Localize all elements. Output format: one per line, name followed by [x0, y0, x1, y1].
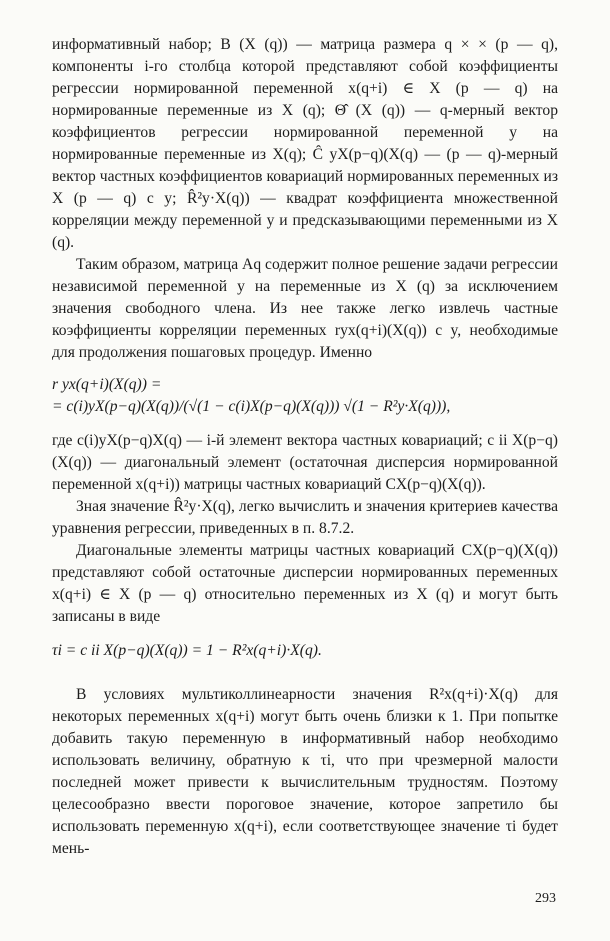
page-text	[52, 34, 558, 860]
paragraph-6: В условиях мультиколлинеарности значения R²x(q+i)·X(q) для некоторых переменных x(q+i) могут быть очень близки к 1. При попытке добавить такую переменную в информативный набор необходимо использовать величину, обратную к τi, что при чрезмерной малости последней может привести к вычислительным трудностям. Поэтому целесообразно ввести пороговое значение, которое запретило бы использовать переменную x(q+i), если соответствующее значение τi будет мень-	[52, 686, 558, 857]
paragraph-2: Таким образом, матрица Aq содержит полное решение задачи регрессии независимой переменной y на переменные из X (q) за исключением значения свободного члена. Из нее также легко извлечь частные коэффициенты корреляции переменных ryx(q+i)(X(q)) с y, необходимые для продолжения пошаговых процедур. Именно	[52, 256, 558, 361]
formula-tau: τi = c ii X(p−q)(X(q)) = 1 − R²x(q+i)·X(q).	[52, 642, 322, 659]
formula-partial-correlation-lhs: r yx(q+i)(X(q)) =	[52, 376, 162, 393]
paragraph-1: информативный набор; B (X (q)) — матрица размера q × × (p — q), компоненты i-го столбца которой представляют собой коэффициенты регрессии нормированной переменной x(q+i) ∈ X (p — q) на нормированные переменные из X (q); Θ̂ (X (q)) — q-мерный вектор коэффициентов регрессии нормированной переменной y на нормированные переменные из X(q); Ĉ yX(p−q)(X(q) — (p — q)-мерный вектор частных коэффициентов ковариаций нормированных переменных из X (p — q) с y; R̂²y·X(q)) — квадрат коэффициента множественной корреляции между переменной y и предсказывающими переменными из X (q).	[52, 36, 558, 251]
paragraph-5: Диагональные элементы матрицы частных ковариаций CX(p−q)(X(q)) представляют собой остаточные дисперсии нормированных переменных x(q+i) ∈ X (p — q) относительно переменных из X (q) и могут быть записаны в виде	[52, 542, 558, 625]
formula-partial-correlation-rhs: = c(i)yX(p−q)(X(q))/(√(1 − c(i)X(p−q)(X(q))) √(1 − R²y·X(q))),	[52, 398, 451, 415]
paragraph-3: где c(i)yX(p−q)X(q) — i-й элемент вектора частных ковариаций; c ii X(p−q)(X(q)) — диагональный элемент (остаточная дисперсия нормированной переменной x(q+i)) матрицы частных ковариаций CX(p−q)(X(q)).	[52, 432, 558, 493]
paragraph-4: Зная значение R̂²y·X(q), легко вычислить и значения критериев качества уравнения регрессии, приведенных в п. 8.7.2.	[52, 498, 558, 537]
page-number: 293	[535, 891, 556, 906]
